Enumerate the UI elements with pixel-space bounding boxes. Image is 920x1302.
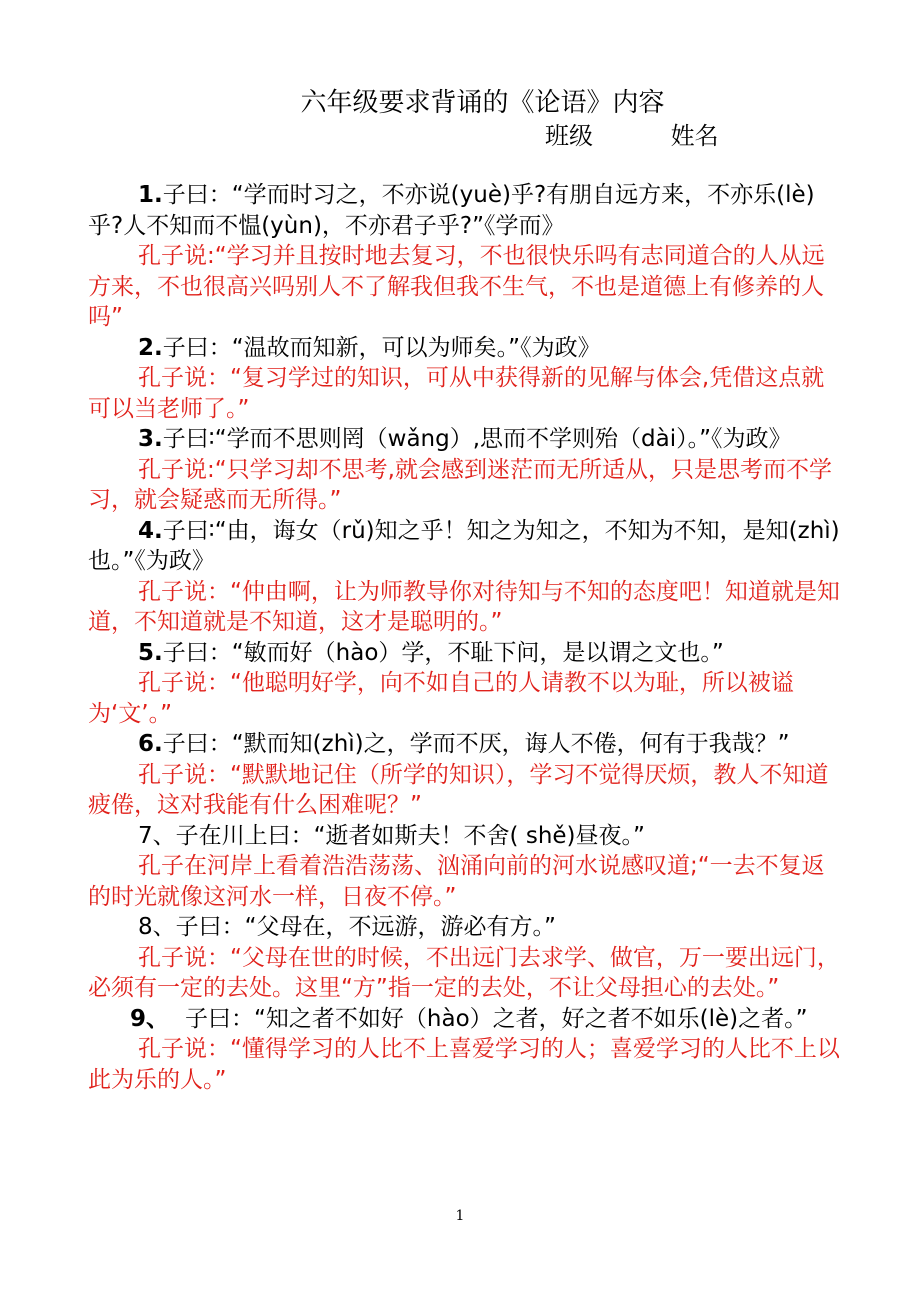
item-4-translation: 孔子说：“仲由啊，让为师教导你对待知与不知的态度吧！知道就是知道，不知道就是不知道，这才是聪明的。”	[88, 578, 840, 635]
item-8-translation: 孔子说：“父母在世的时候，不出远门去求学、做官，万一要出远门，必须有一定的去处。这里“方”指一定的去处，不让父母担心的去处。”	[88, 944, 840, 1001]
quote-text: 子曰：“温故而知新，可以为师矣。”《为政》	[162, 334, 601, 361]
quote-text: 子曰：“敏而好（hào）学，不耻下问，是以谓之文也。”	[162, 639, 724, 666]
item-6-quote	[88, 729, 844, 760]
quote-text: 子曰：“默而知(zhì)之，学而不厌，诲人不倦，何有于我哉？”	[162, 731, 790, 757]
item-1-quote	[88, 180, 844, 241]
item-number: 9、	[130, 1005, 170, 1032]
quote-text: 子曰：“父母在，不远游，游必有方。”	[175, 914, 556, 940]
quote-text: 子曰∶“由，诲女（rǔ)知之乎！知之为知之，不知为不知，是知(zhì)也。”《为政》	[88, 517, 840, 574]
item-number: 3.	[138, 426, 163, 452]
item-number: 5.	[138, 639, 163, 666]
item-4-quote	[88, 516, 844, 577]
item-8-quote	[88, 912, 844, 943]
item-number: 7、	[138, 822, 176, 849]
item-7-quote	[88, 821, 844, 852]
item-2-translation: 孔子说：“复习学过的知识，可从中获得新的见解与体会,凭借这点就可以当老师了。”	[88, 365, 825, 422]
item-1-translation: 孔子说:“学习并且按时地去复习，不也很快乐吗有志同道合的人从远方来，不也很高兴吗别人不了解我但我不生气，不也是道德上有修养的人吗”	[88, 243, 825, 330]
item-3-quote	[88, 424, 844, 455]
quote-text: 子曰：“学而时习之，不亦说(yuè)乎?有朋自远方来，不亦乐(lè)乎?人不知而不愠(yùn)，不亦君子乎?”《学而》	[88, 182, 815, 239]
quote-text: 子曰：“知之者不如好（hào）之者，好之者不如乐(lè)之者。”	[185, 1005, 808, 1032]
class-name-line	[545, 119, 719, 153]
quote-text: 子曰∶“学而不思则罔（wǎng）,思而不学则殆（dài）。”《为政》	[162, 426, 792, 452]
item-9-quote	[88, 1004, 844, 1035]
item-5-quote	[88, 638, 844, 669]
name-label: 姓名	[670, 122, 719, 150]
item-number: 8、	[138, 914, 176, 940]
item-number: 4.	[138, 517, 163, 544]
item-2-quote	[88, 333, 844, 364]
page-title: 六年级要求背诵的《论语》内容	[300, 88, 665, 118]
content-body	[88, 180, 844, 1095]
item-number: 6.	[138, 731, 163, 757]
class-label: 班级	[545, 122, 593, 150]
item-number: 2.	[138, 334, 163, 361]
item-6-translation: 孔子说：“默默地记住（所学的知识），学习不觉得厌烦，教人不知道疲倦，这对我能有什么困难呢？”	[88, 761, 829, 818]
item-number: 1.	[138, 182, 163, 208]
quote-text: 子在川上曰：“逝者如斯夫！不舍( shě)昼夜。”	[175, 822, 645, 849]
item-9-translation: 孔子说：“懂得学习的人比不上喜爱学习的人；喜爱学习的人比不上以此为乐的人。”	[88, 1036, 840, 1093]
item-3-translation: 孔子说:“只学习却不思考,就会感到迷茫而无所适从，只是思考而不学习，就会疑惑而无所得。”	[88, 456, 832, 513]
item-5-translation: 孔子说：“他聪明好学，向不如自己的人请教不以为耻，所以被谥为‘文’。”	[88, 670, 794, 727]
page-number: 1	[455, 1208, 465, 1224]
item-7-translation: 孔子在河岸上看着浩浩荡荡、汹涌向前的河水说感叹道;“一去不复返的时光就像这河水一样，日夜不停。”	[88, 853, 825, 910]
